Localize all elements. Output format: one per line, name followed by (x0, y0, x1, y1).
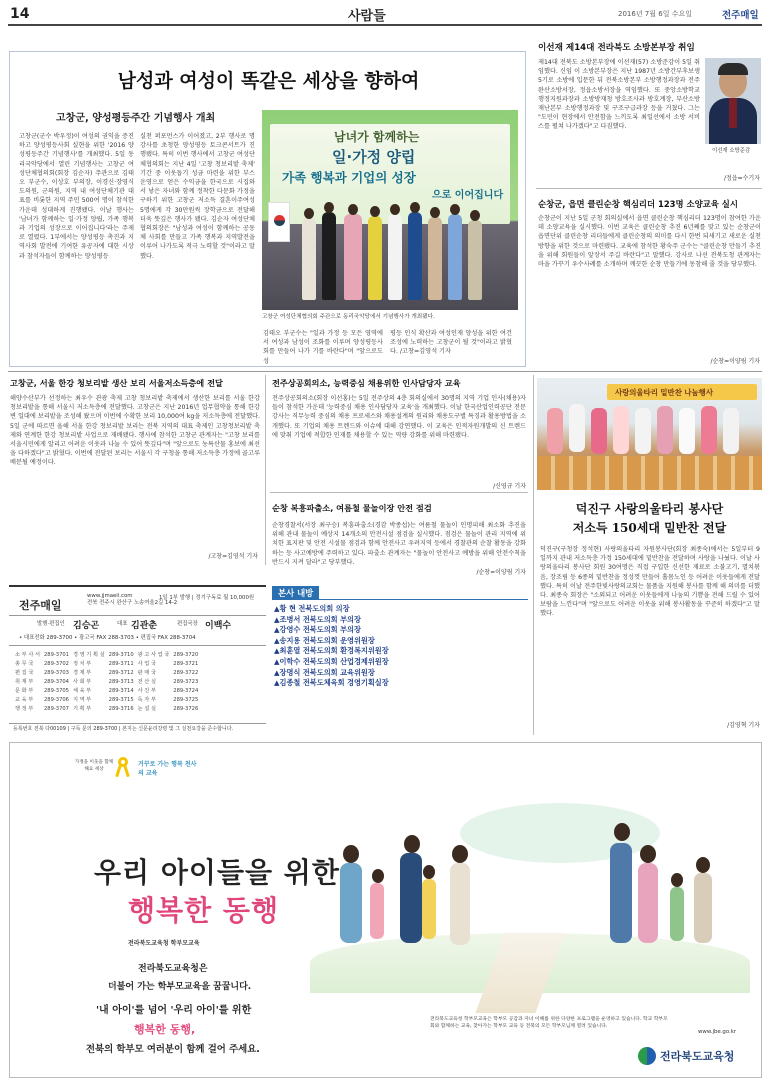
side2-byline: /순창=이양림 기자 (710, 358, 760, 365)
side3-headline-1: 덕진구 사랑의울타리 봉사단 (575, 502, 724, 516)
masthead-footer: 등록번호 전북 다00109 | 구독 문의 289-3700 | 본지는 신문윤리강령 및 그 실천요강을 준수합니다. (13, 726, 234, 732)
publisher-name: 김승곤 (73, 621, 100, 631)
staff-title: 본사 내방 (272, 586, 319, 600)
side1-portrait-caption: 이선재 소방준감 (712, 148, 751, 154)
mid2-headline: 전주상공회의소, 능력중심 채용위한 인사담당자 교육 (272, 378, 461, 388)
side2-body: 순창군이 지난 5일 군청 회의실에서 읍면 클린순창 핵심리더 123명이 참여한 가운데 소양교육을 실시했다. 이번 교육은 클린순창 추진 6년째를 맞고 있는 순창군이 읍면단위 클린순창 리더들에게 클린순창의 의미를 다시 한번 되새기고 새로운 실천 방향을 위한 것으로 마련됐다. 교육에 참석한 황숙주 군수는 "클린순창 만들기 추진을 위해 회원들이 앞장서 주길 바란다"고 말했다. 강사로 나선 전북도청 관계자는 마을 가꾸기 우수사례를 소개하며 깨끗한 순창 만들기에 동참해 줄 것을 당부했다. (538, 215, 761, 269)
ad-fine-print: 전라북도교육청 학부모교육은 학부모 공감과 자녀 이해를 위한 다양한 프로그램을 운영하고 있습니다. 학교 학부모회와 함께하는 교육, 찾아가는 학부모 교육 등 전북의 모든 학부모님께 열려 있습니다. (430, 1017, 668, 1029)
ad-website[interactable]: www.jbe.go.kr (698, 1029, 737, 1035)
staff-item: ▲장명식 전북도의회 교육위원장 (274, 667, 375, 677)
ad-body-5: 전북의 학부모 여러분이 함께 걸어 주세요. (86, 1044, 260, 1055)
lead-col-4: 평등 인식 확산과 여성인재 양성을 위한 여건 조성에 노력하는 고창군이 될 것"이라고 밝혔다. /고창=김영석 기자 (390, 330, 512, 356)
banner-line-4: 으로 이어집니다 (432, 190, 504, 201)
lead-headline: 남성과 여성이 똑같은 세상을 향하여 (117, 70, 420, 92)
mid1-byline: /고창=김영석 기자 (208, 553, 258, 560)
ad-org: 전라북도교육청 (660, 1050, 735, 1063)
lead-subtitle: 고창군, 양성평등주간 기념행사 개최 (56, 113, 216, 124)
page-number: 14 (10, 6, 30, 22)
mid1-body: 해양수산부가 선정하는 최우수 관광 축제 고창 청보리밭 축제에서 생산한 보리를 서울 한강 청보리밭을 통해 서울시 저소득층에 전달했다. 고창군은 지난 2016년 업무협약을 통해 한강변 일대에 보리밭을 조성해 왔으며 이번에 수확한 보리 10,000여 kg을 저소득층에 전달했다. 5일 군에 따르면 올해 서울 한강 청보리밭 보리는 전북 지역의 대표 축제인 고창청보리밭 축제와 연계한 한강 청보리밭 사업으로 재배됐다. 행사에 참석한 고창군 관계자는 "고창 보리를 서울시민에게 알리고 어려운 이웃과 나눌 수 있어 뜻깊다"며 "앞으로도 농특산물 홍보에 최선을 다하겠다"고 밝혔다. 이번에 전달된 보리는 서울시 각 구청을 통해 저소득층 가정에 골고루 배분될 예정이다. (10, 395, 261, 467)
ad-headline-1: 우리 아이들을 위한 (94, 856, 340, 889)
advertisement (9, 742, 762, 1078)
banner-line-2: 일·가정 양립 (332, 148, 416, 166)
ad-body-2: 더불어 가는 학부모교육을 꿈꿉니다. (108, 982, 252, 992)
side2-headline: 순창군, 읍면 클린순창 핵심리더 123명 소양교육 실시 (538, 199, 738, 209)
side3-headline-2: 저소득 150세대 밑반찬 전달 (572, 521, 727, 535)
ad-slogan: 거꾸로 가는 행복 천사의 교육 (138, 761, 197, 777)
staff-item: ▲강영수 전북도의회 부의장 (274, 625, 361, 635)
staff-item: ▲이학수 전북도의회 산업경제위원장 (274, 656, 389, 666)
masthead (9, 585, 266, 735)
section-title: 사람들 (348, 9, 386, 24)
ad-org-small: 전라북도교육청 학부모교육 (128, 940, 200, 947)
staff-list (274, 604, 389, 689)
issue-date: 2016년 7월 6일 수요일 (618, 10, 692, 18)
mid3-byline: /순창=이양림 기자 (476, 569, 526, 576)
banner-line-1: 남녀가 함께하는 (334, 130, 420, 144)
staff-item: ▲김종철 전북도체육회 경영기획실장 (274, 678, 389, 688)
masthead-logo: 전주매일 (19, 599, 62, 612)
lead-col-1: 고창군(군수 박우정)이 여성의 권익을 증진하고 양성평등사회 실현을 위한 '2016 양성평등주간 기념행사'를 개최했다. 5일 동리국악당에서 열린 기념행사는 고창군 여성단체협의회(회장 김순자) 주관으로 김태오 부군수, 이상호 부의장, 이경신·장영식 도의원, 군의원, 지역 내 여성단체기관 대표를 비롯한 지역 주민 500여 명이 참석한 가운데 성대하게 진행됐다. 이날 행사는 '남녀가 함께하는 일·가정 양립, 가족 행복과 기업의 성장으로 이어집니다'라는 주제로 열렸다. 1부에서는 양성평등 촉진과 지역사회 발전에 기여한 유공자에 대한 시상과 참석자들이 함께하는 양성평등 (19, 133, 134, 260)
lead-photo-caption: 고창군 여성단체협의회 주관으로 동리국악당에서 기념행사가 개최됐다. (262, 314, 435, 320)
mid2-body: 전주상공회의소(회장 이선홍)는 5일 전주상의 4층 회의실에서 30명의 지역 기업 인사(채용)자들이 참석한 가운데 '능력중심 채용 인사담당자 교육'을 개최했다. 이날 한국산업인력공단 전문강사는 직무능력 중심의 채용 프로세스와 채용설계의 원리와 채용도구별 특징과 활용방법을 소개했다. 또 기업의 채용 트렌드와 이슈에 대해 강연했다. 이 교육은 인적자원개발의 신 트렌드에 맞춰 기업에 적합한 인재를 채용할 수 있는 역량 강화를 위해 마련됐다. (272, 395, 526, 439)
masthead-note: 1일 1부 발행 | 정기구독료 월 10,000원 (159, 595, 255, 601)
ad-illustration (310, 783, 750, 1013)
ad-small-logo: 가정을 이웃을 함께 해요 세상 (74, 760, 114, 773)
banner-line-3: 가족 행복과 기업의 성장 (282, 170, 416, 185)
lead-photo (262, 110, 518, 310)
staff-item: ▲조병서 전북도의회 부의장 (274, 614, 361, 624)
mid3-body: 순창경찰서(서장 최구승) 복흥파출소(경감 박종섭)는 여름철 물놀이 인명피해 최소화 추진을 위해 관내 물놀이 예상지 14개소의 안전시설 점검을 실시했다. 점검은 물놀이 관리 지역에 위치한 표지판 및 안전 시설물 점검과 함께 안전사고 우려지역 등에서 경찰관의 순찰 활동을 강화하는 등 사고예방에 주력하고 있다. 파출소 관계자는 "물놀이 안전사고 예방을 위해 안전수칙을 반드시 지켜 달라"고 당부했다. (272, 522, 526, 566)
flag-icon (268, 202, 290, 242)
side1-byline: /정읍=수기자 (723, 175, 760, 182)
masthead-address: 전북 전주시 완산구 노송여울2길 14-2 (87, 600, 178, 606)
side3-body: 덕진구(구청장 정석현) 사랑의울타리 자원봉사단(회장 최종숙)에서는 5일부터 9일까지 관내 저소득층 가정 150세대에 밑반찬을 전달하며 사랑을 나눴다. 이날 사랑의울타리 봉사단 회원 30여명은 직접 구입한 신선한 재료로 소불고기, 멸치볶음, 장조림 등 6종의 밑반찬을 정성껏 만들어 홀몸노인 등 어려운 이웃들에게 전달했다. 특히 이날 전주한빛사랑의교회는 물품을 지원해 봉사를 함께 해 의미를 더했다. 최종숙 회장은 "소외되고 어려운 이웃들에게 나눔의 기쁨을 전해 드릴 수 있어 보람을 느낀다"며 "앞으로도 어려운 이웃을 위해 봉사활동을 꾸준히 하겠다"고 말했다. (540, 546, 760, 618)
lead-col-3: 김태오 부군수는 "일과 가정 등 모든 영역에서 여성과 남성이 조화를 이루며 양성평등사회를 만들어 나가 기를 바란다"며 "앞으로도 성 (263, 330, 383, 365)
editor-label: 편집국장 (177, 621, 198, 627)
staff-item: ▲송지용 전북도의회 운영위원장 (274, 635, 375, 645)
side3-photo (537, 378, 762, 490)
staff-item: ▲최훈열 전북도의회 환경복지위원장 (274, 646, 389, 656)
page-header (8, 4, 762, 24)
lead-article (9, 51, 526, 367)
education-office-logo-icon (638, 1047, 656, 1065)
ad-body-3: '내 아이'를 넘어 '우리 아이'를 위한 (96, 1005, 252, 1016)
ad-headline-2: 행복한 동행 (128, 894, 279, 927)
side3-photo-banner: 사랑의울타리 밑반찬 나눔행사 (615, 388, 713, 397)
president-label: 대표 (117, 621, 128, 627)
mid3-headline: 순창 복흥파출소, 여름철 물놀이장 안전 점검 (272, 503, 432, 513)
staff-box (272, 586, 528, 736)
mid1-headline: 고창군, 서울 한강 청보리밭 생산 보리 서울저소득층에 전달 (10, 378, 223, 388)
president-name: 김관춘 (131, 621, 158, 631)
publisher-label: 발행·편집인 (37, 621, 65, 627)
staff-item: ▲황 현 전북도의회 의장 (274, 604, 350, 613)
masthead-url[interactable]: www.jjmaeil.com (87, 593, 133, 599)
ribbon-icon (116, 757, 130, 777)
side1-portrait (705, 58, 761, 144)
masthead-phones: • 대표전화 289-3700 • 광고국 FAX 288-3703 • 편집국 FAX 288-3704 (19, 635, 196, 641)
department-phone-table: 소 부 사 서 289-3701 경 영 기 획 실 289-3710 광 고 사 업 국 289-3720 총 무 국 289-3702 정 치 부 289-3711 사 업 국 289-3721 편 집 국 289-3703 경 제 부 289-3712 판 매 국 289-3722 취 재 부 289-3704 사 회 부 289-3713 전 산 실 289-3723 문 화 부 289-3705 체 육 부 289-3714 사 진 부 289-3724 교 육 부 289-3706 지 역 부 289-3715 독 자 부 289-3725 행 정 부 289-3707 기 획 부 289-3716 논 설 실 289-3726 (15, 651, 199, 712)
paper-name: 전주매일 (722, 10, 759, 21)
side1-headline: 이선재 제14대 전라북도 소방본부장 취임 (538, 43, 695, 53)
editor-name: 이백수 (205, 621, 232, 631)
side3-byline: /김영혁 기자 (727, 722, 760, 729)
ad-body-4: 행복한 동행, (134, 1023, 196, 1036)
ad-body-1: 전라북도교육청은 (138, 964, 208, 974)
mid2-byline: /신영규 기자 (493, 483, 526, 490)
side1-body: 제14대 전북도 소방본부장에 이선재(57) 소방준감이 5일 취임했다. 신임 이 소방본부장은 지난 1987년 소방간부후보생 5기로 소방에 입문한 뒤 전북소방본부 소방행정과장과 전주완산소방서장, 정읍소방서장을 역임했다. 또 중앙소방학교 행정지원과장과 소방방재청 방호조사과 방호계장, 부산소방재난본부 소방행정과장 및 구조구급과장 등을 거쳤다. 그는 "도민이 현장에서 안전함을 느끼도록 최일선에서 소방 서비스를 펼쳐 나가겠다"고 다짐했다. (538, 59, 700, 131)
lead-col-2: 실천 퍼포먼스가 이어졌고, 2부 행사로 명강사를 초청한 양성평등 토크콘서트가 진행됐다. 특히 이번 행사에서 고창군 여성단체협의회는 지난 4일 '고창 청보리밭 축제' 기간 중 이웃돕기 성금 마련을 위한 부스 운영으로 얻은 수익금을 한국으로 시집와서 낳은 자녀와 함께 정착한 다문화 가정을 구하기 위한 고창군 저소득 결혼이주여성 5명에게 각 30만원씩 장학금으로 전달해 더욱 뜻깊은 행사가 됐다. 김순자 여성단체협의회장은 "남성과 여성이 함께하는 공동체 사회를 만들고 가족 행복과 지역발전을 이루어 나가도록 적극 노력할 것"이라고 말했다. (140, 133, 255, 260)
